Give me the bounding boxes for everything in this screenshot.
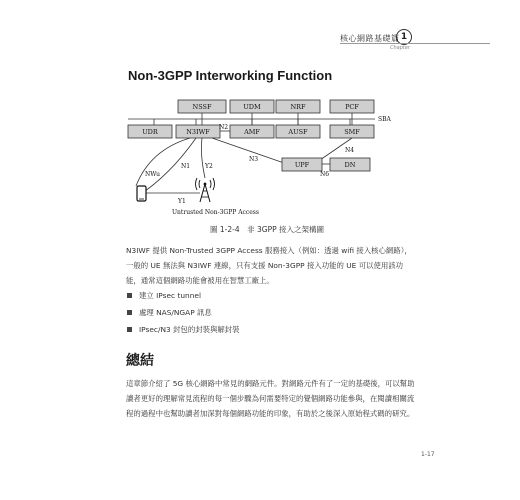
- y2-link: [201, 138, 205, 178]
- n3iwf-node: [176, 125, 220, 138]
- chapter-word: Chapter: [390, 45, 410, 51]
- smf-node: [330, 125, 374, 138]
- n4-label: N4: [345, 147, 355, 154]
- running-header-title: 核心網路基礎篇: [340, 34, 400, 43]
- dn-node: [330, 158, 370, 171]
- n6-label: N6: [320, 171, 330, 178]
- section-heading: Non-3GPP Interworking Function: [128, 68, 333, 83]
- summary-heading: 總結: [126, 353, 154, 369]
- upf-node: [282, 158, 322, 171]
- dn-label: DN: [344, 161, 356, 169]
- list-item: 建立 IPsec tunnel: [126, 290, 416, 307]
- upf-label: UPF: [294, 161, 310, 169]
- n3iwf-label: N3IWF: [186, 128, 210, 136]
- nrf-node: [276, 100, 320, 113]
- udm-node: [230, 100, 274, 113]
- ausf-label: AUSF: [288, 128, 308, 136]
- untrusted-access-label: Untrusted Non-3GPP Access: [172, 209, 259, 216]
- n3-label: N3: [249, 156, 259, 163]
- list-item: IPsec/N3 封包的封裝與解封裝: [126, 324, 416, 341]
- udr-label: UDR: [142, 128, 158, 136]
- nwu-link: [136, 138, 190, 186]
- list-item: 處理 NAS/NGAP 訊息: [126, 307, 416, 324]
- non-3gpp-architecture-diagram: [0, 0, 520, 240]
- bullet-square-icon: [127, 327, 132, 332]
- page-number: 1-17: [421, 451, 435, 458]
- pcf-node: [330, 100, 374, 113]
- amf-node: [230, 125, 274, 138]
- nssf-label: NSSF: [192, 103, 212, 111]
- ue-phone-icon: [137, 186, 146, 201]
- udm-label: UDM: [243, 103, 261, 111]
- nssf-node: [178, 100, 226, 113]
- n3-link: [212, 138, 284, 163]
- chapter-number-badge: 1: [396, 29, 412, 45]
- nrf-label: NRF: [290, 103, 306, 111]
- amf-label: AMF: [244, 128, 260, 136]
- udr-node: [128, 125, 172, 138]
- smf-label: SMF: [344, 128, 360, 136]
- y1-label: Y1: [178, 198, 186, 205]
- bullet-square-icon: [127, 310, 132, 315]
- summary-paragraph: 這章節介紹了 5G 核心網路中常見的網路元件。對網路元件有了一定的基礎後，可以幫助讀者更好的理解常見流程的每一個步驟為何需要特定的覺個網路功能參與，在閱讀相關流程的過程中也幫助讀者加深對每個網路功能的印象，有助於之後深入原始程式碼的研究。: [126, 379, 415, 418]
- n1-label: N1: [181, 163, 191, 170]
- sba-label: SBA: [378, 116, 391, 123]
- n2-label: N2: [219, 124, 229, 131]
- bullet-square-icon: [127, 293, 132, 298]
- pcf-label: PCF: [345, 103, 359, 111]
- n3iwf-function-list: [126, 290, 416, 341]
- ausf-node: [276, 125, 320, 138]
- wireless-access-point-icon: [196, 178, 215, 202]
- y2-label: Y2: [205, 163, 213, 170]
- nwu-label: NWu: [145, 171, 161, 178]
- n3iwf-paragraph: N3IWF 提供 Non-Trusted 3GPP Access 服務接入（例如：透過 wifi 接入核心網路），一般的 UE 無法與 N3IWF 連線，只有支援 Non-3GPP 接入功能的 UE 可以使用該功能，通常這個網路功能會被用在智慧工廠上。: [126, 246, 412, 285]
- figure-caption: 圖 1-2-4 非 3GPP 接入之架構圖: [210, 225, 325, 234]
